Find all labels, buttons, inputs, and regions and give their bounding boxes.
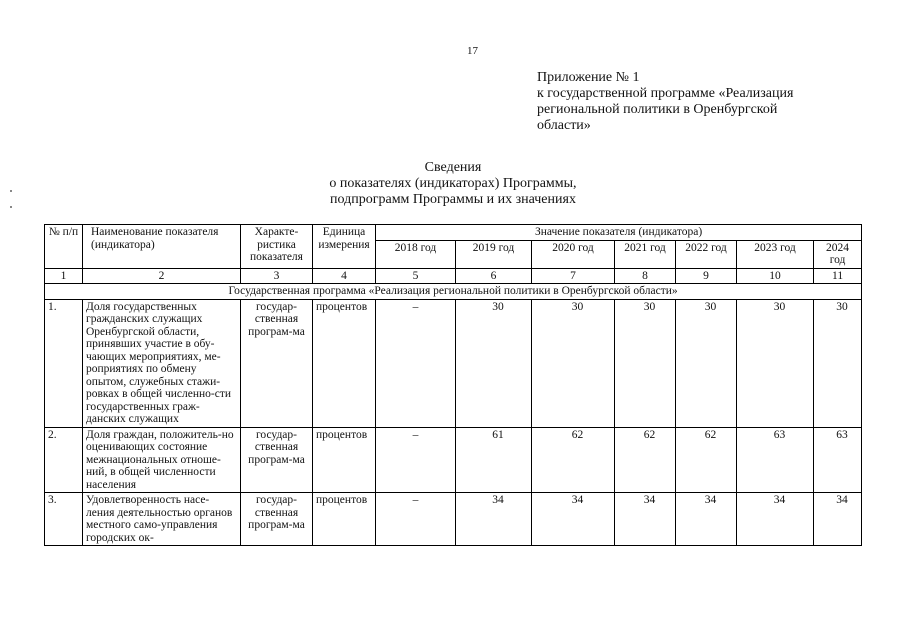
row-value: 30 xyxy=(532,299,615,427)
row-value: 63 xyxy=(814,427,862,493)
row-unit: процентов xyxy=(313,299,376,427)
appendix-line: области» xyxy=(537,118,591,133)
row-unit: процентов xyxy=(313,427,376,493)
heading-line: подпрограмм Программы и их значениях xyxy=(330,192,576,207)
header-num: № п/п xyxy=(45,225,83,269)
row-value: 34 xyxy=(456,493,532,546)
header-values-title: Значение показателя (индикатора) xyxy=(376,225,862,241)
row-num: 3. xyxy=(45,493,83,546)
row-value: 62 xyxy=(615,427,676,493)
section-row xyxy=(45,284,862,300)
row-value: 30 xyxy=(615,299,676,427)
row-name: Удовлетворенность насе-ления деятельностью органов местного само-управления городских ок- xyxy=(83,493,241,546)
header-characteristic: Характе-ристика показателя xyxy=(241,225,313,269)
section-title: Государственная программа «Реализация региональной политики в Оренбургской области» xyxy=(45,284,862,300)
row-value: 30 xyxy=(814,299,862,427)
row-unit: процентов xyxy=(313,493,376,546)
row-value: 61 xyxy=(456,427,532,493)
row-num: 2. xyxy=(45,427,83,493)
page-number: 17 xyxy=(467,45,478,57)
row-characteristic: государ-ственная програм-ма xyxy=(241,427,313,493)
header-year: 2021 год xyxy=(615,240,676,268)
column-number: 10 xyxy=(737,268,814,284)
table-row xyxy=(45,299,862,427)
column-number: 5 xyxy=(376,268,456,284)
header-row xyxy=(45,225,862,241)
document-heading xyxy=(300,160,606,208)
column-number: 6 xyxy=(456,268,532,284)
row-value: 62 xyxy=(532,427,615,493)
row-value: 34 xyxy=(532,493,615,546)
header-year: 2019 год xyxy=(456,240,532,268)
row-value: – xyxy=(376,299,456,427)
appendix-note xyxy=(537,70,857,134)
column-number: 3 xyxy=(241,268,313,284)
column-number: 4 xyxy=(313,268,376,284)
column-number: 11 xyxy=(814,268,862,284)
row-characteristic: государ-ственная програм-ма xyxy=(241,299,313,427)
appendix-line: к государственной программе «Реализация xyxy=(537,86,794,101)
row-value: 62 xyxy=(676,427,737,493)
row-value: 63 xyxy=(737,427,814,493)
row-value: – xyxy=(376,493,456,546)
header-unit: Единица измерения xyxy=(313,225,376,269)
header-year: 2018 год xyxy=(376,240,456,268)
row-name: Доля государственных гражданских служащих Оренбургской области, принявших участие в обу-чающих мероприятиях, ме-роприятиях по обмену опытом, служебных стажи-ровках в общей численно-сти государственных граж-данских служащих xyxy=(83,299,241,427)
row-characteristic: государ-ственная програм-ма xyxy=(241,493,313,546)
row-value: 30 xyxy=(737,299,814,427)
header-year: 2024 год xyxy=(814,240,862,268)
row-name: Доля граждан, положитель-но оценивающих состояние межнациональных отноше-ний, в общей численности населения xyxy=(83,427,241,493)
column-number: 9 xyxy=(676,268,737,284)
row-value: 34 xyxy=(676,493,737,546)
scan-mark xyxy=(10,206,12,208)
header-year: 2020 год xyxy=(532,240,615,268)
row-value: 34 xyxy=(737,493,814,546)
row-num: 1. xyxy=(45,299,83,427)
row-value: 30 xyxy=(456,299,532,427)
row-value: 30 xyxy=(676,299,737,427)
row-value: 34 xyxy=(615,493,676,546)
header-year: 2023 год xyxy=(737,240,814,268)
header-name: Наименование показателя (индикатора) xyxy=(83,225,241,269)
table-row xyxy=(45,427,862,493)
row-value: – xyxy=(376,427,456,493)
column-number: 1 xyxy=(45,268,83,284)
row-value: 34 xyxy=(814,493,862,546)
appendix-line: Приложение № 1 xyxy=(537,70,640,85)
header-year: 2022 год xyxy=(676,240,737,268)
heading-line: о показателях (индикаторах) Программы, xyxy=(329,176,577,191)
appendix-line: региональной политики в Оренбургской xyxy=(537,102,778,117)
table-row xyxy=(45,493,862,546)
indicators-table xyxy=(44,224,862,546)
scan-mark xyxy=(10,190,12,192)
column-number: 2 xyxy=(83,268,241,284)
column-number: 8 xyxy=(615,268,676,284)
heading-line: Сведения xyxy=(424,160,482,175)
column-number: 7 xyxy=(532,268,615,284)
column-number-row xyxy=(45,268,862,284)
